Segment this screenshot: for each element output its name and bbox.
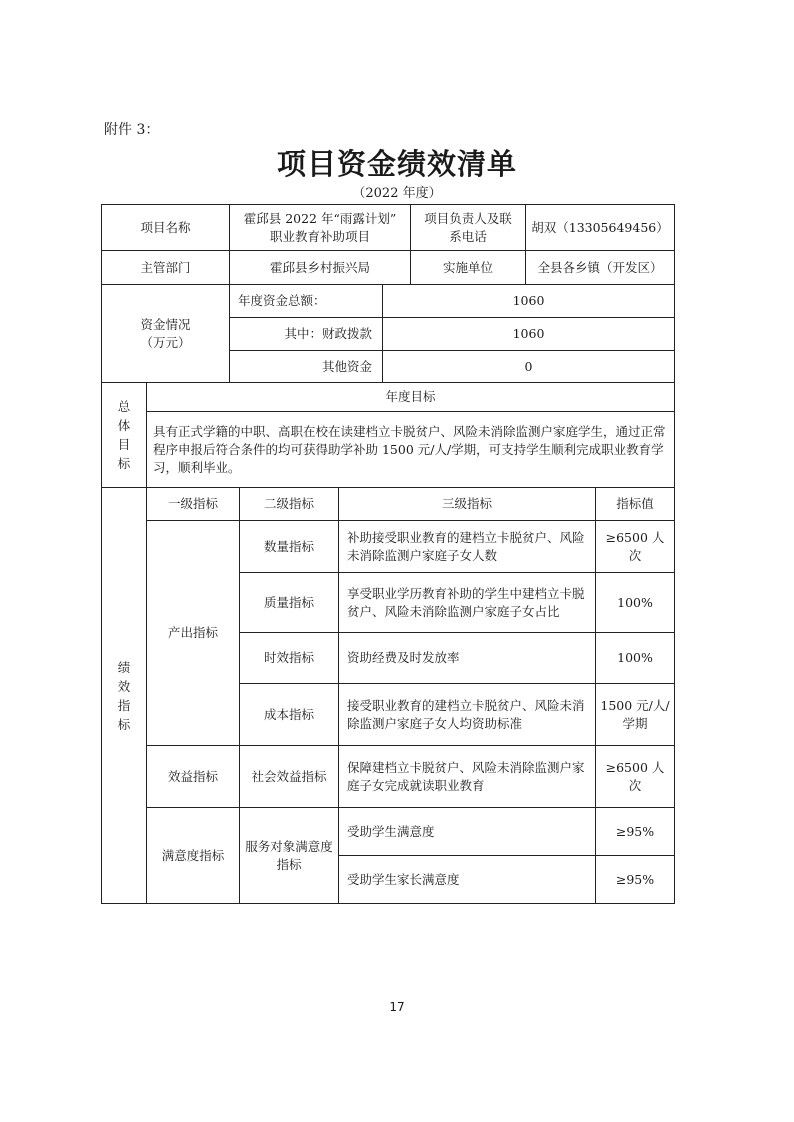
level3-cell: 受助学生满意度 xyxy=(339,808,596,856)
funding-row-value: 1060 xyxy=(383,285,675,318)
header-level1: 一级指标 xyxy=(147,488,240,521)
implementer-value: 全县各乡镇（开发区） xyxy=(526,251,675,285)
indicators-header-row xyxy=(102,488,675,521)
header-level3: 三级指标 xyxy=(339,488,596,521)
indicators-table xyxy=(101,487,675,904)
funding-table xyxy=(101,284,675,383)
level2-cell: 数量指标 xyxy=(240,521,339,573)
level3-cell: 接受职业教育的建档立卡脱贫户、风险未消除监测户家庭子女人均资助标准 xyxy=(339,684,596,746)
level1-benefit: 效益指标 xyxy=(147,746,240,808)
indicators-side-char: 绩 xyxy=(117,659,131,675)
level3-cell: 保障建档立卡脱贫户、风险未消除监测户家庭子女完成就读职业教育 xyxy=(339,746,596,808)
goals-text: 具有正式学籍的中职、高职在校在读建档立卡脱贫户、风险未消除监测户家庭学生，通过正常程序申报后符合条件的均可获得助学补助 1500 元/人/学期，可支持学生顺利完成职业教育学习，顺利毕业。 xyxy=(147,412,675,488)
funding-row-label: 其中：财政拨款 xyxy=(230,318,383,351)
funding-row-value: 0 xyxy=(383,351,675,383)
attachment-label: 附件 3： xyxy=(104,122,160,138)
level2-cell: 成本指标 xyxy=(240,684,339,746)
indicator-row xyxy=(102,746,675,808)
level3-cell: 享受职业学历教育补助的学生中建档立卡脱贫户、风险未消除监测户家庭子女占比 xyxy=(339,573,596,633)
department-value: 霍邱县乡村振兴局 xyxy=(230,251,411,285)
manager-label xyxy=(411,205,526,251)
funding-row xyxy=(102,285,675,318)
level3-cell: 补助接受职业教育的建档立卡脱贫户、风险未消除监测户家庭子女人数 xyxy=(339,521,596,573)
level2-cell: 服务对象满意度指标 xyxy=(240,808,339,904)
manager-value: 胡双（13305649456） xyxy=(526,205,675,251)
indicators-side-char: 指 xyxy=(117,697,131,713)
goals-table xyxy=(101,382,675,488)
level1-output: 产出指标 xyxy=(147,521,240,746)
project-info-table xyxy=(101,204,675,285)
value-cell: 100% xyxy=(596,573,675,633)
document-title: 项目资金绩效清单 xyxy=(276,147,517,181)
goals-side-char: 标 xyxy=(117,456,131,471)
value-cell: 1500 元/人/学期 xyxy=(596,684,675,746)
value-cell: ≥95% xyxy=(596,856,675,904)
manager-label-line-1: 项目负责人及联 xyxy=(424,210,512,226)
funding-row-label: 年度资金总额： xyxy=(230,285,383,318)
department-label: 主管部门 xyxy=(102,251,230,285)
level2-cell: 时效指标 xyxy=(240,633,339,684)
goals-side-char: 体 xyxy=(117,418,131,433)
header-value: 指标值 xyxy=(596,488,675,521)
funding-label xyxy=(102,285,230,383)
level3-cell: 资助经费及时发放率 xyxy=(339,633,596,684)
value-cell: ≥6500 人次 xyxy=(596,521,675,573)
indicator-row xyxy=(102,808,675,856)
indicators-side-char: 标 xyxy=(117,716,131,732)
department-row xyxy=(102,251,675,285)
value-cell: ≥95% xyxy=(596,808,675,856)
funding-label-line-2: （万元） xyxy=(140,334,191,350)
indicator-row xyxy=(102,521,675,573)
manager-label-line-2: 系电话 xyxy=(449,228,487,244)
funding-row-label: 其他资金 xyxy=(230,351,383,383)
goals-header-row xyxy=(102,383,675,412)
level2-cell: 质量指标 xyxy=(240,573,339,633)
goals-header: 年度目标 xyxy=(147,383,675,412)
indicators-side-label xyxy=(102,488,147,904)
value-cell: 100% xyxy=(596,633,675,684)
year-label: （2022 年度） xyxy=(352,186,442,201)
goals-side-char: 总 xyxy=(117,399,131,414)
project-name-label: 项目名称 xyxy=(102,205,230,251)
level2-cell: 社会效益指标 xyxy=(240,746,339,808)
funding-row-value: 1060 xyxy=(383,318,675,351)
level1-satisfaction: 满意度指标 xyxy=(147,808,240,904)
project-name-value xyxy=(230,205,411,251)
indicators-side-char: 效 xyxy=(117,678,131,694)
value-cell: ≥6500 人次 xyxy=(596,746,675,808)
goals-text-row xyxy=(102,412,675,488)
implementer-label: 实施单位 xyxy=(411,251,526,285)
project-name-row xyxy=(102,205,675,251)
funding-label-line-1: 资金情况 xyxy=(140,316,191,332)
goals-side-char: 目 xyxy=(117,437,131,452)
goals-side-label xyxy=(102,383,147,488)
level3-cell: 受助学生家长满意度 xyxy=(339,856,596,904)
project-name-line-1: 霍邱县 2022 年“雨露计划” xyxy=(243,210,397,226)
header-level2: 二级指标 xyxy=(240,488,339,521)
page-number: 17 xyxy=(389,1000,405,1014)
project-name-line-2: 职业教育补助项目 xyxy=(269,228,370,244)
